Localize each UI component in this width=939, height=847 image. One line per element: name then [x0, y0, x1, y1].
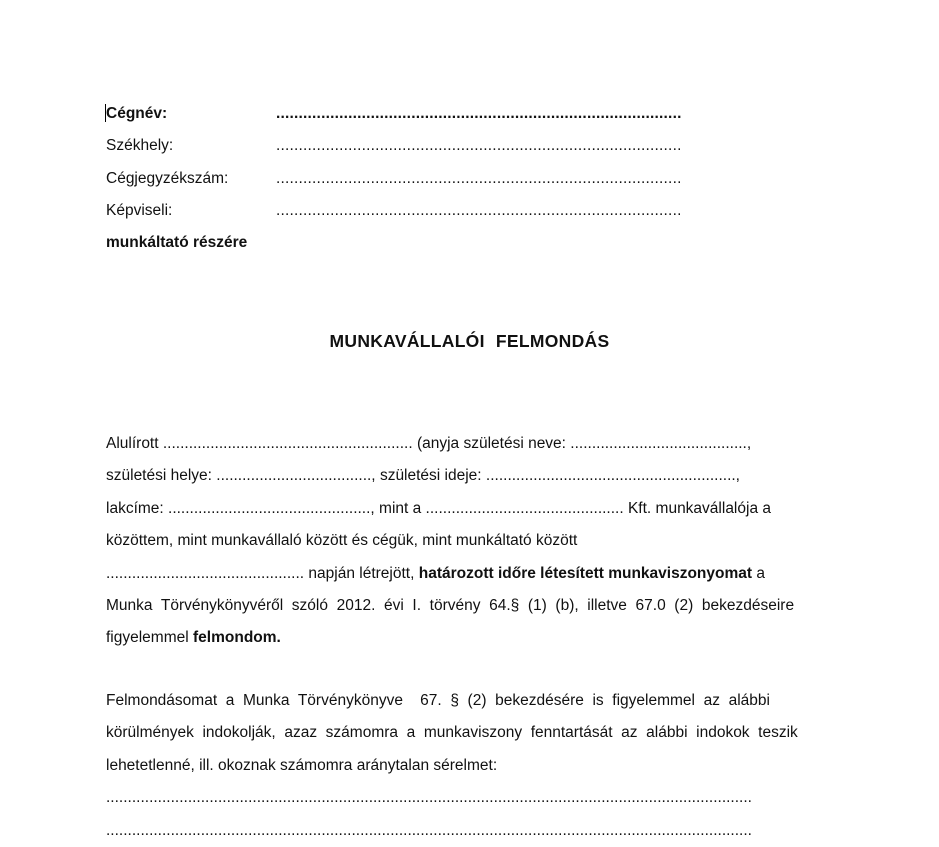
decl-mother-name-field[interactable]: (anyja születési neve: ........................................., — [416, 435, 752, 452]
paragraph-declaration — [106, 428, 831, 655]
decl-name-field[interactable]: Alulírott .......................................................... — [106, 435, 413, 452]
decl-line7-text: figyelemmel — [106, 629, 189, 647]
decl-start-date-field[interactable]: .............................................. — [106, 564, 305, 582]
reasons-line-3: lehetetlenné, ill. okoznak számomra aránytalan sérelmet: — [106, 756, 498, 774]
decl-fixed-term-text: határozott időre létesített munkaviszonyomat — [418, 564, 753, 582]
seat-field[interactable]: .......................................................................................... — [276, 137, 682, 154]
decl-line-3 — [106, 493, 831, 525]
seat-label: Székhely: — [106, 137, 174, 154]
decl-line-4 — [106, 525, 831, 557]
decl-employee-of: Kft. munkavállalója a — [627, 499, 771, 517]
word: között — [305, 532, 348, 550]
word: cégük, — [372, 532, 418, 550]
decl-line-6: Munka Törvénykönyvéről szóló 2012. évi I. törvény 64.§ (1) (b), illetve 67.0 (2) bekezdéseire — [106, 596, 795, 614]
decl-line-1 — [106, 428, 831, 460]
registry-field[interactable]: .......................................................................................... — [276, 170, 682, 187]
recipient-label: munkáltató részére — [106, 234, 248, 251]
reasons-line-2: körülmények indokolják, azaz számomra a munkaviszony fenntartását az alábbi indokok teszik — [106, 724, 798, 742]
word: mint — [422, 532, 452, 550]
decl-line5-end: a — [756, 564, 765, 582]
decl-line-5 — [106, 558, 831, 590]
decl-address-field[interactable]: lakcíme: ..............................................., — [106, 499, 375, 517]
reasons-field-2[interactable]: ...................................................................................................................................................... — [106, 821, 752, 839]
registry-label: Cégjegyzékszám: — [106, 170, 229, 187]
paragraph-reasons — [106, 685, 831, 847]
decl-birthdate-field[interactable]: születési ideje: .........................................................., — [379, 467, 740, 485]
word: munkavállaló — [211, 532, 302, 550]
decl-resign-text: felmondom. — [193, 629, 281, 647]
word: között — [536, 532, 578, 550]
word: munkáltató — [455, 532, 532, 550]
company-label: Cégnév: — [106, 105, 168, 122]
representative-label: Képviseli: — [106, 202, 173, 219]
decl-line-2 — [106, 460, 831, 492]
word: mint — [177, 532, 207, 550]
decl-line-7 — [106, 622, 831, 654]
representative-field[interactable]: .......................................................................................... — [276, 202, 682, 219]
reasons-line-1: Felmondásomat a Munka Törvénykönyve 67. § (2) bekezdésére is figyelemmel az alábbi — [106, 692, 770, 709]
reasons-field-1[interactable]: ...................................................................................................................................................... — [106, 789, 752, 807]
decl-start-text: napján létrejött, — [308, 564, 415, 582]
word: és — [351, 532, 368, 550]
decl-company-field[interactable]: mint a .............................................. — [379, 499, 624, 517]
document-title: MUNKAVÁLLALÓI FELMONDÁS — [329, 331, 610, 351]
word: közöttem, — [106, 532, 174, 550]
company-field[interactable]: .......................................................................................... — [276, 105, 682, 122]
decl-birthplace-field[interactable]: születési helye: ...................................., — [106, 467, 376, 485]
